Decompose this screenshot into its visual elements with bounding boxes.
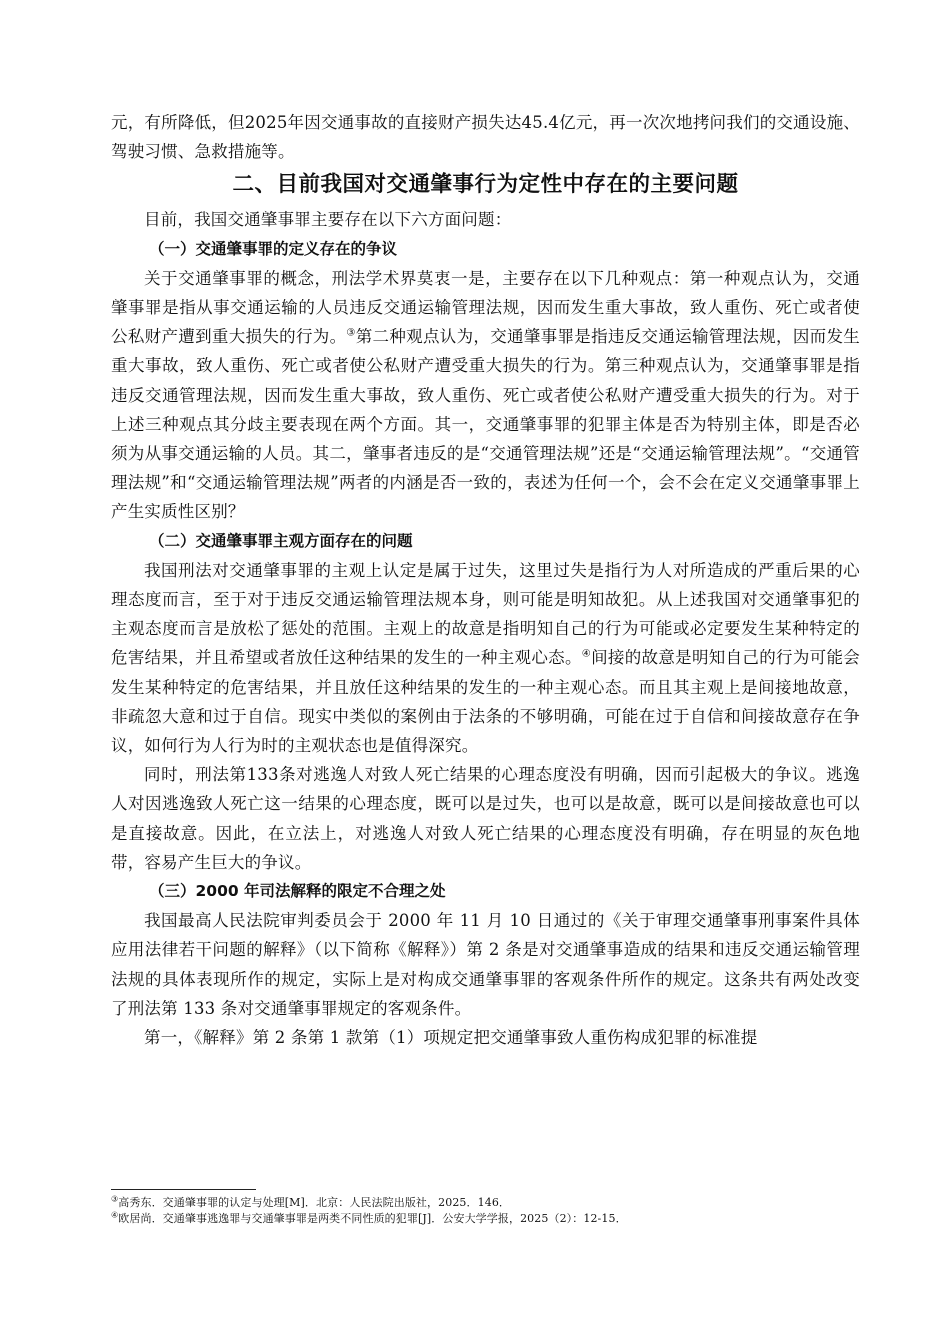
footnote-3-text: 高秀东．交通肇事罪的认定与处理[M]．北京：人民法院出版社，2025．146． [118, 1196, 511, 1209]
definition-paragraph [111, 264, 860, 527]
first-point-paragraph: 第一，《解释》第 2 条第 1 款第（1）项规定把交通肇事致人重伤构成犯罪的标准提 [144, 1028, 758, 1048]
subjective-text-part2: 间接的故意是明知自己的行为可能会发生某种特定的危害结果，并且放任这种结果的发生的一种主观心态。而且其主观上是间接地故意，非疏忽大意和过于自信。现实中类似的案例由于法条的不够明确，可能在过于自信和间接故意存在争议，如何行为人行为时的主观状态也是值得深究。 [111, 648, 860, 756]
document-body [111, 108, 860, 1052]
footnote-4-mark: ④ [111, 1210, 119, 1220]
footnote-ref-3: ③ [346, 327, 356, 339]
footnote-divider [111, 1189, 256, 1190]
footnote-3 [111, 1195, 860, 1211]
footnote-ref-4: ④ [581, 648, 592, 660]
subsection-1-title: （一）交通肇事罪的定义存在的争议 [149, 239, 398, 258]
footnote-4-text: 欧居尚．交通肇事逃逸罪与交通肇事罪是两类不同性质的犯罪[J]．公安大学学报，2025（2）：12-15． [118, 1212, 627, 1225]
definition-text-part2: 第二种观点认为，交通肇事罪是指违反交通运输管理法规，因而发生重大事故，致人重伤、死亡或者使公私财产遭受重大损失的行为。第三种观点认为，交通肇事罪是指违反交通管理法规，因而发生重大事故，致人重伤、死亡或者使公私财产遭受重大损失的行为。对于上述三种观点其分歧主要表现在两个方面。其一，交通肇事罪的犯罪主体是否为特别主体，即是否必须为从事交通运输的人员。其二，肇事者违反的是“交通管理法规”还是“交通运输管理法规”。“交通管理法规”和“交通运输管理法规”两者的内涵是否一致的，表述为任何一个，会不会在定义交通肇事罪上产生实质性区别？ [111, 327, 860, 522]
subsection-3-title: （三）2000 年司法解释的限定不合理之处 [149, 882, 446, 901]
interpretation-paragraph: 我国最高人民法院审判委员会于 2000 年 11 月 10 日通过的《关于审理交通肇事刑事案件具体应用法律若干问题的解释》（以下简称《解释》）第 2 条是对交通肇事造成的结果和违反交通运输管理法规的具体表现所作的规定，实际上是对构成交通肇事罪的客观条件所作的规定。这条共有两处改变了刑法第 133 条对交通肇事罪规定的客观条件。 [111, 911, 860, 1018]
subjective-text-part1: 我国刑法对交通肇事罪的主观上认定是属于过失，这里过失是指行为人对所造成的严重后果的心理态度而言，至于对于违反交通运输管理法规本身，则可能是明知故犯。从上述我国对交通肇事犯的主观态度而言是放松了惩处的范围。主观上的故意是指明知自己的行为可能或必定要发生某种特定的危害结果，并且希望或者放任这种结果的发生的一种主观心态。 [111, 560, 860, 668]
footnote-3-mark: ③ [111, 1194, 119, 1204]
footnote-4 [111, 1211, 860, 1227]
escape-paragraph: 同时，刑法第133条对逃逸人对致人死亡结果的心理态度没有明确，因而引起极大的争议。逃逸人对因逃逸致人死亡这一结果的心理态度，既可以是过失，也可以是故意，既可以是间接故意也可以是直接故意。因此，在立法上，对逃逸人对致人死亡结果的心理态度没有明确，存在明显的灰色地带，容易产生巨大的争议。 [111, 765, 860, 872]
section-title: 二、目前我国对交通肇事行为定性中存在的主要问题 [232, 172, 739, 198]
intro-paragraph: 元，有所降低，但2025年因交通事故的直接财产损失达45.4亿元，再一次次地拷问我们的交通设施、驾驶习惯、急救措施等。 [111, 113, 860, 162]
definition-text-part1: 关于交通肇事罪的概念，刑法学术界莫衷一是，主要存在以下几种观点：第一种观点认为，交通肇事罪是指从事交通运输的人员违反交通运输管理法规，因而发生重大事故，致人重伤、死亡或者使公私财产遭到重大损失的行为。 [111, 268, 860, 347]
subsection-2-title: （二）交通肇事罪主观方面存在的问题 [149, 531, 413, 550]
overview-paragraph: 目前，我国交通肇事罪主要存在以下六方面问题： [144, 210, 512, 230]
footnotes [111, 1189, 860, 1227]
subjective-paragraph [111, 556, 860, 760]
